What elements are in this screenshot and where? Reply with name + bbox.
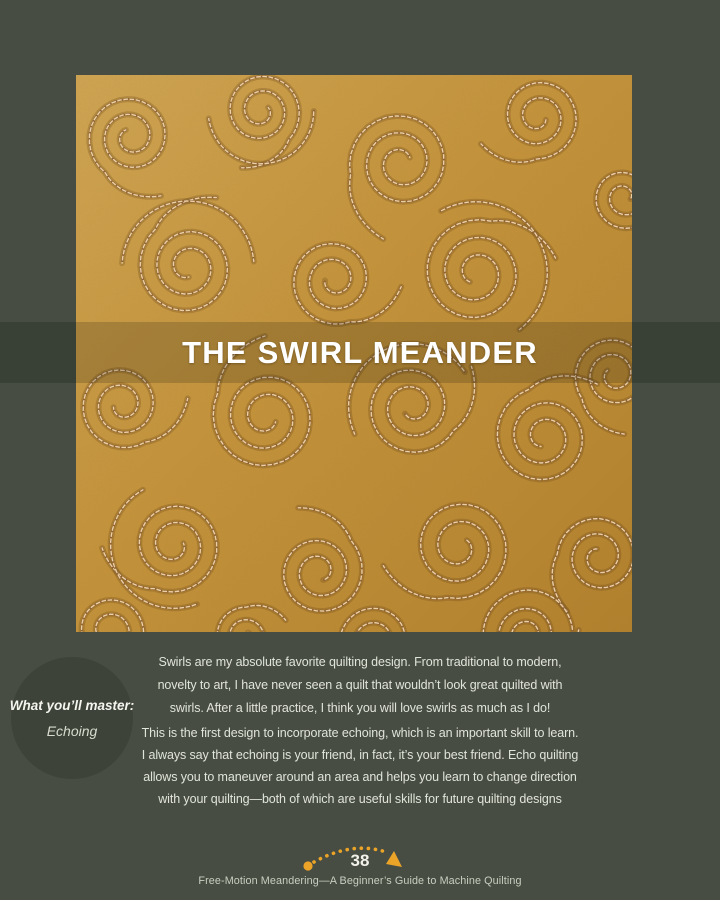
text-line: I always say that echoing is your friend, in fact, it’s your best friend. Echo quilting (141, 748, 579, 762)
text-line: allows you to maneuver around an area and helps you learn to change direction (143, 770, 577, 784)
badge-skill: Echoing (46, 722, 98, 739)
text-line: novelty to art, I have never seen a quilt that wouldn’t look great quilted with (157, 678, 563, 692)
text-line: Swirls are my absolute favorite quilting design. From traditional to modern, (158, 655, 562, 669)
badge-heading: What you’ll master: (9, 697, 135, 713)
chapter-title: THE SWIRL MEANDER (182, 334, 538, 370)
text-line: swirls. After a little practice, I think you will love swirls as much as I do! (169, 701, 551, 715)
echoing-paragraph (0, 722, 720, 810)
text-line: This is the first design to incorporate echoing, which is an important skill to learn. (141, 726, 579, 740)
text-line: with your quilting—both of which are useful skills for future quilting designs (158, 792, 562, 806)
book-footer-title: Free-Motion Meandering—A Beginner’s Guide to Machine Quilting (198, 875, 522, 887)
page-number: 38 (350, 851, 370, 870)
intro-paragraph (0, 651, 720, 720)
